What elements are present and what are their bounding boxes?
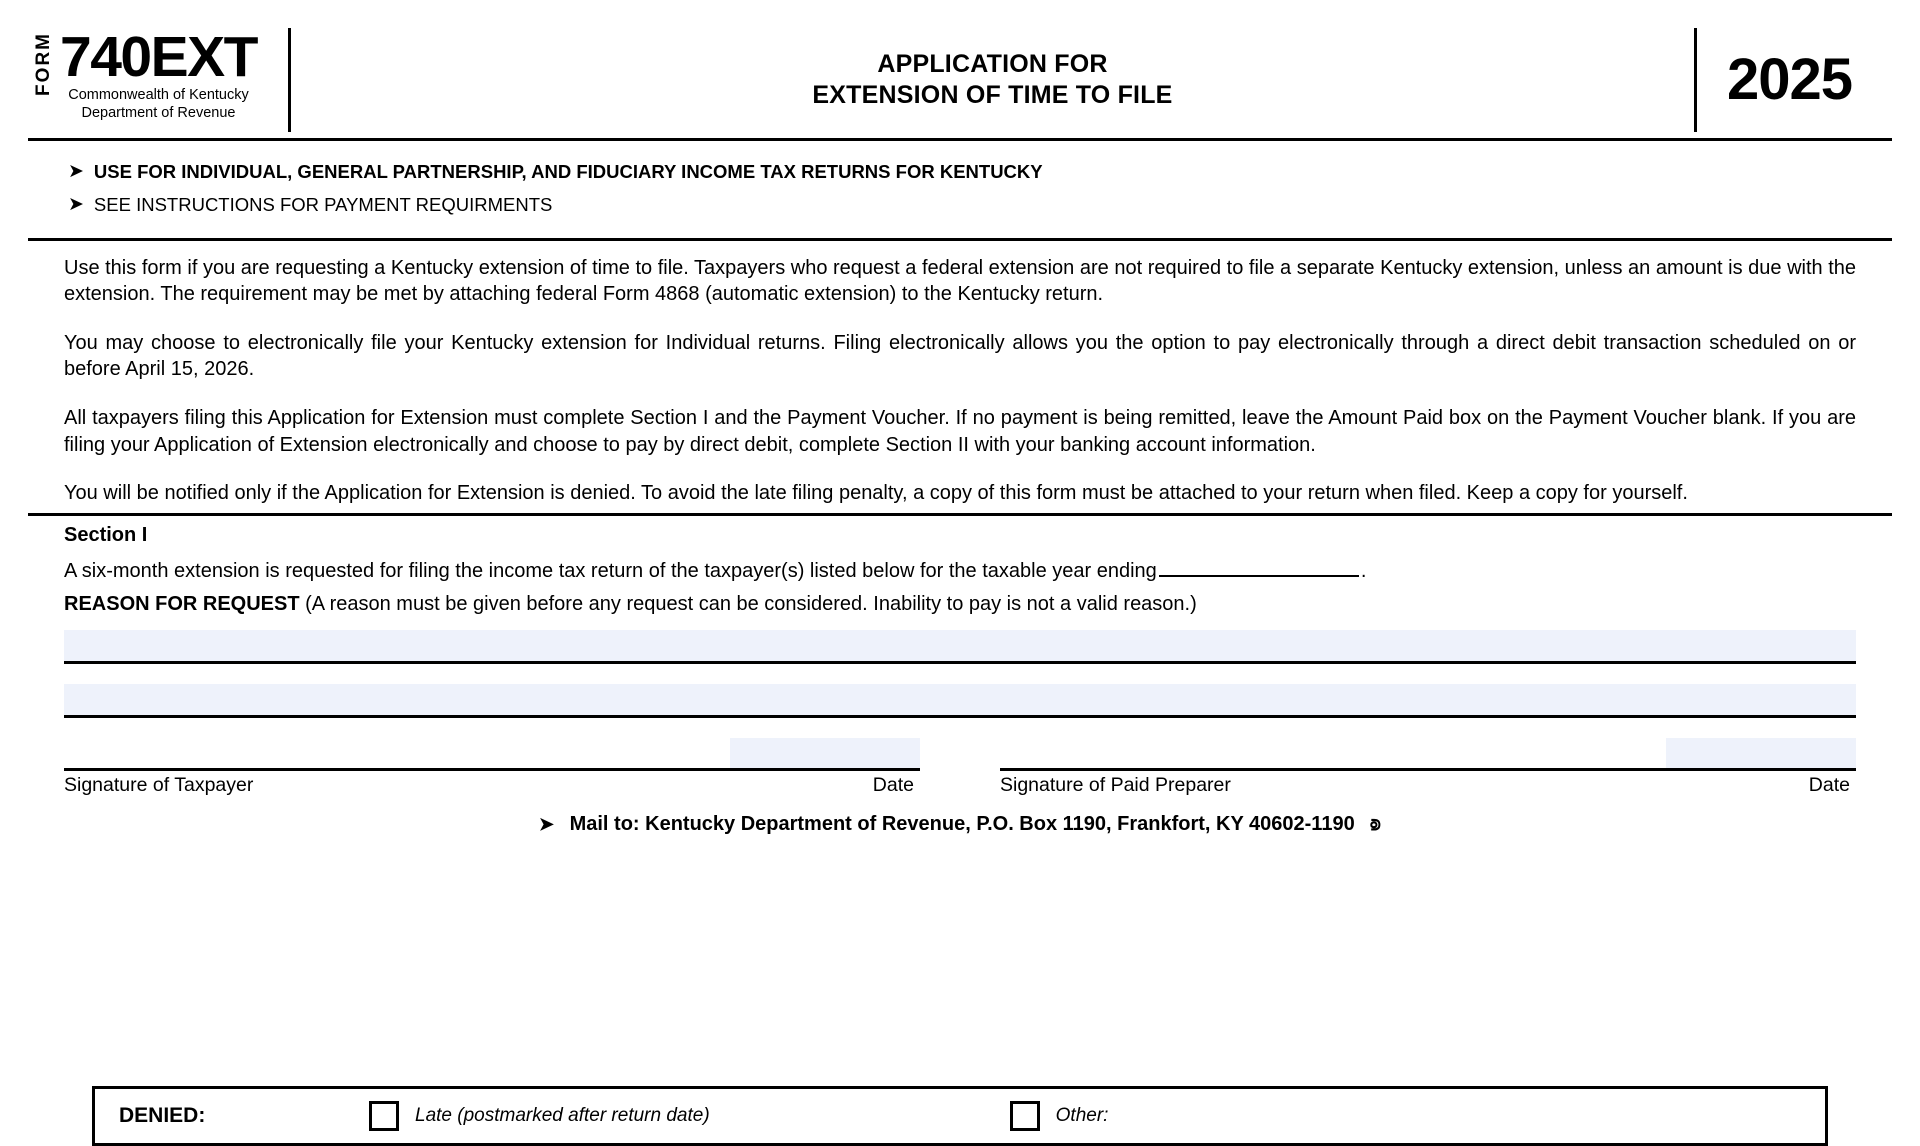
usage-note-text: USE FOR INDIVIDUAL, GENERAL PARTNERSHIP, AND FIDUCIARY INCOME TAX RETURNS FOR KENTUCKY	[93, 161, 1043, 182]
taxpayer-date-field[interactable]	[730, 738, 920, 768]
preparer-signature-field[interactable]	[1000, 738, 1856, 771]
reason-input-line-1[interactable]	[64, 630, 1856, 664]
arrow-left-icon: ⟄	[1370, 813, 1382, 834]
preparer-date-label: Date	[1808, 773, 1850, 796]
reason-input-line-2[interactable]	[64, 684, 1856, 718]
usage-note-row	[68, 194, 1892, 215]
taxpayer-date-label: Date	[872, 773, 914, 796]
rule	[64, 661, 1856, 664]
agency-block	[68, 86, 249, 122]
denied-option-other-label: Other:	[1055, 1105, 1109, 1126]
reason-for-request-note: (A reason must be given before any request can be considered. Inability to pay is not a valid reason.)	[305, 592, 1197, 615]
section-one	[28, 524, 1892, 718]
usage-note-text: SEE INSTRUCTIONS FOR PAYMENT REQUIRMENTS	[93, 194, 553, 216]
form-identity-block	[28, 25, 288, 138]
denied-option-late	[369, 1101, 710, 1131]
form-title	[291, 28, 1694, 138]
denied-option-other	[1010, 1101, 1109, 1131]
form-number-block	[60, 25, 257, 122]
field-tint	[64, 684, 1856, 716]
taxpayer-signature-labels	[64, 774, 920, 797]
agency-line-2: Department of Revenue	[81, 105, 236, 122]
reason-for-request-label: REASON FOR REQUEST	[64, 592, 300, 615]
arrow-right-icon: ➤	[68, 194, 84, 216]
form-number: 740EXT	[60, 25, 257, 89]
mail-to-line	[0, 813, 1920, 836]
taxpayer-signature-label: Signature of Taxpayer	[64, 773, 254, 796]
form-title-line-2: EXTENSION OF TIME TO FILE	[812, 81, 1173, 109]
taxpayer-signature-field[interactable]	[64, 738, 920, 771]
checkbox-other[interactable]	[1010, 1101, 1040, 1131]
preparer-signature-labels	[1000, 774, 1856, 797]
instruction-paragraph: You may choose to electronically file your Kentucky extension for Individual returns. Filing electronically allows you the option to pay electronically through a direct debit transaction scheduled on or before April 15, 2026.	[64, 331, 1856, 381]
usage-note-row	[68, 161, 1892, 182]
extension-request-text: A six-month extension is requested for filing the income tax return of the taxpayer(s) listed below for the taxable year ending	[64, 559, 1157, 582]
usage-notes	[28, 161, 1892, 241]
tax-year: 2025	[1726, 47, 1852, 112]
taxpayer-signature-group	[28, 738, 960, 797]
preparer-date-field[interactable]	[1666, 738, 1856, 768]
instruction-paragraph: All taxpayers filing this Application for Extension must complete Section I and the Payment Voucher. If no payment is being remitted, leave the Amount Paid box on the Payment Voucher blank. If you are filing your Application of Extension electronically and choose to pay by direct debit, complete Section II with your banking account information.	[64, 406, 1856, 456]
reason-for-request-line	[64, 593, 1892, 616]
form-header	[28, 25, 1892, 141]
rule	[64, 715, 1856, 718]
instruction-paragraph: You will be notified only if the Application for Extension is denied. To avoid the late filing penalty, a copy of this form must be attached to your return when filed. Keep a copy for yourself.	[64, 482, 1688, 505]
extension-request-line	[64, 555, 1892, 583]
section-one-title: Section I	[64, 523, 148, 546]
taxable-year-ending-field[interactable]	[1159, 555, 1359, 577]
agency-line-1: Commonwealth of Kentucky	[68, 87, 249, 104]
denied-label: DENIED:	[119, 1104, 206, 1127]
arrow-right-icon: ➤	[538, 813, 555, 834]
mail-to-text: Mail to: Kentucky Department of Revenue, P.O. Box 1190, Frankfort, KY 40602-1190	[569, 812, 1355, 835]
form-title-line-1: APPLICATION FOR	[877, 49, 1108, 78]
denied-box	[92, 1086, 1828, 1146]
checkbox-late[interactable]	[369, 1101, 399, 1131]
field-tint	[64, 630, 1856, 662]
denied-option-late-label: Late (postmarked after return date)	[415, 1105, 710, 1126]
tax-year-block	[1697, 28, 1892, 138]
form-740ext-page	[0, 25, 1920, 1127]
extension-request-period: .	[1360, 559, 1367, 582]
signature-row	[28, 738, 1892, 797]
instructions-block	[28, 255, 1892, 516]
preparer-signature-group	[960, 738, 1892, 797]
instruction-paragraph: Use this form if you are requesting a Kentucky extension of time to file. Taxpayers who request a federal extension are not required to file a separate Kentucky extension, unless an amount is due with the extension. The requirement may be met by attaching federal Form 4868 (automatic extension) to the Kentucky return.	[64, 256, 1856, 306]
arrow-right-icon: ➤	[68, 161, 84, 182]
preparer-signature-label: Signature of Paid Preparer	[1000, 773, 1231, 796]
form-word-label: FORM	[33, 32, 54, 96]
